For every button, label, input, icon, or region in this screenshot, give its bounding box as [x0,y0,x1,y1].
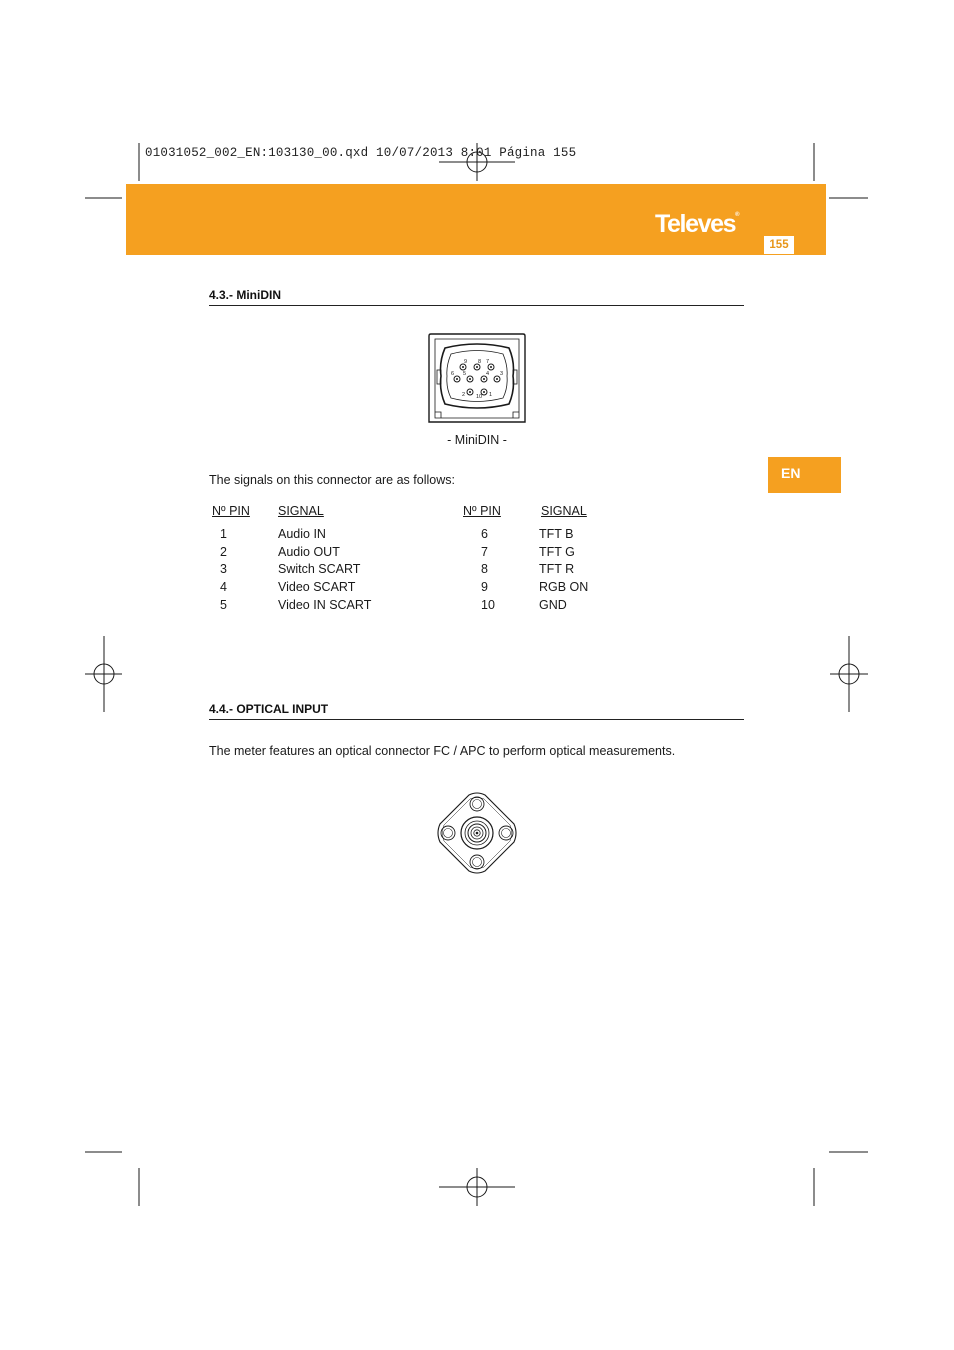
pin-label-8: 8 [478,359,482,365]
table-cell-pin: 7 [481,545,488,559]
table-cell-signal: TFT R [539,562,575,576]
optical-connector-figure [435,792,519,874]
pin-label-9: 9 [464,359,468,365]
page-number: 155 [764,236,794,254]
table-cell-pin: 5 [220,598,227,612]
table-cell-signal: RGB ON [539,580,589,594]
table-cell-signal: Audio OUT [278,545,340,559]
minidin-connector-figure [427,332,527,424]
table-header-signal-left: SIGNAL [278,504,324,518]
pin-label-7: 7 [486,359,490,365]
pin-label-10: 10 [476,394,483,400]
section-title-minidin: 4.3.- MiniDIN [209,288,282,302]
table-cell-pin: 9 [481,580,488,594]
language-tab: EN [768,457,841,493]
pin-label-2: 2 [462,392,466,398]
table-cell-pin: 8 [481,562,488,576]
table-cell-pin: 3 [220,562,227,576]
table-cell-signal: GND [539,598,567,612]
file-slug: 01031052_002_EN:103130_00.qxd 10/07/2013 8:01 Página 155 [145,146,577,160]
minidin-intro-text: The signals on this connector are as follows: [209,473,455,487]
table-cell-signal: TFT B [539,527,574,541]
pin-label-4: 4 [486,371,490,377]
pin-label-6: 6 [451,371,455,377]
figure-caption-minidin: - MiniDIN - [447,433,507,447]
section-title-optical: 4.4.- OPTICAL INPUT [209,702,329,716]
table-cell-signal: Audio IN [278,527,326,541]
table-cell-pin: 1 [220,527,227,541]
table-cell-signal: TFT G [539,545,575,559]
pin-label-5: 5 [463,371,467,377]
trademark-mark: ® [735,212,740,218]
table-cell-signal: Switch SCART [278,562,361,576]
pin-label-1: 1 [489,392,493,398]
table-cell-pin: 10 [481,598,495,612]
optical-description-text: The meter features an optical connector FC / APC to perform optical measurements. [209,744,676,758]
table-cell-signal: Video IN SCART [278,598,372,612]
table-header-signal-right: SIGNAL [541,504,587,518]
table-cell-signal: Video SCART [278,580,356,594]
table-header-pin-left: Nº PIN [212,504,250,518]
brand-logo-text: Televes [655,210,736,238]
table-cell-pin: 4 [220,580,227,594]
table-header-pin-right: Nº PIN [463,504,501,518]
table-cell-pin: 2 [220,545,227,559]
section-rule-minidin [209,305,744,306]
brand-logo [655,210,740,239]
table-cell-pin: 6 [481,527,488,541]
pin-label-3: 3 [500,371,504,377]
section-rule-optical [209,719,744,720]
